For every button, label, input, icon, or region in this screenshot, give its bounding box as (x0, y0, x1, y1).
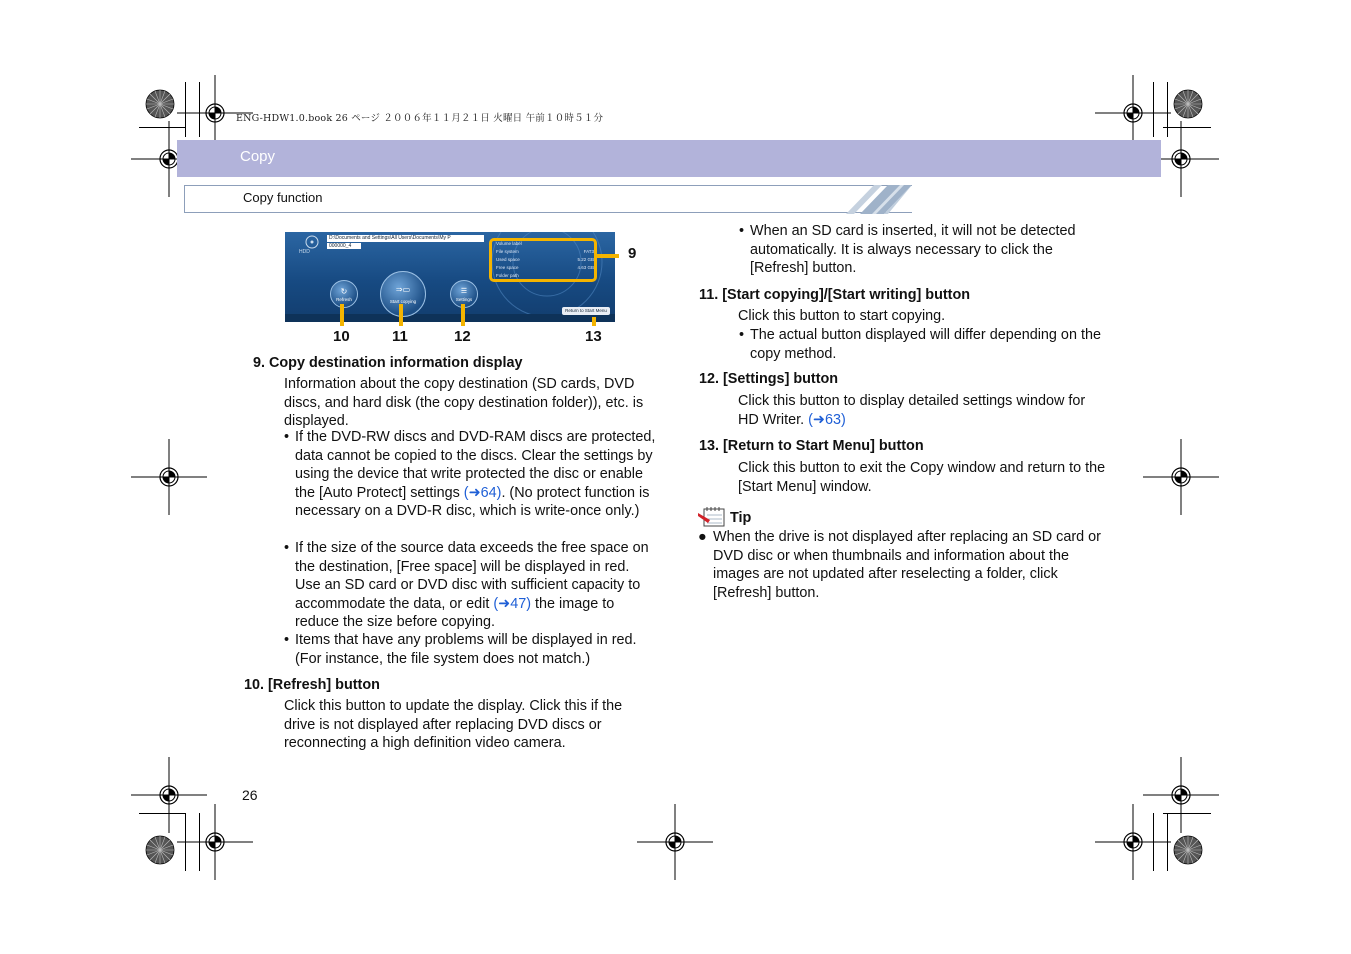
tip-notepad-icon (698, 506, 728, 528)
callout-line-9 (597, 254, 619, 258)
refresh-icon: ↻ (340, 287, 348, 296)
info-value: FAT3 (583, 249, 594, 254)
link-page-64[interactable]: (➜64) (463, 484, 502, 501)
heading-refresh: 10. [Refresh] button (244, 677, 380, 693)
paragraph-start-copying: Click this button to start copying. (738, 308, 946, 324)
subsection-title: Copy function (243, 190, 323, 205)
hdd-label: HDD (299, 249, 310, 255)
callout-line-10 (340, 304, 344, 326)
info-value: 5.22 GB (577, 257, 594, 262)
info-value: 4.63 GB (577, 265, 594, 270)
bullet-button-differs: • The actual button displayed will differ depending on the copy method. (739, 327, 1101, 362)
page-number: 26 (242, 787, 258, 803)
callout-9: 9 (628, 245, 637, 262)
heading-return-start-menu: 13. [Return to Start Menu] button (699, 438, 924, 454)
bullet-free-space: • If the size of the source data exceeds the free space on the destination, [Free space] will be displayed in red. Use an SD card or DVD disc with sufficient capacity to accommodate the data, or edit (➜47) the image to reduce the size before copying. (284, 540, 649, 630)
info-label: Folder path (496, 273, 519, 278)
bullet-protect: • If the DVD-RW discs and DVD-RAM discs are protected, data cannot be copied to the discs. Clear the settings by using the device that write protected the disc or enable the [Auto Protect] settings (➜64). (No protect function is necessary on a DVD-R disc, which is write-once only.) (284, 429, 656, 519)
hdd-icon (302, 235, 322, 249)
tip-label: Tip (730, 510, 752, 526)
callout-11: 11 (392, 328, 408, 345)
info-label: Volume label (496, 241, 522, 246)
refresh-button[interactable] (330, 280, 358, 308)
info-label: File system (496, 249, 519, 254)
paragraph-return-start-menu: Click this button to exit the Copy window and return to the [Start Menu] window. (738, 460, 1106, 495)
destination-subfolder-field[interactable]: 000000_4 (327, 243, 361, 249)
info-label: Used space (496, 257, 520, 262)
tip-bullet: ● When the drive is not displayed after replacing an SD card or DVD disc or when thumbnails and information about the images are not updated after reselecting a folder, click [Refresh] button. (698, 529, 1101, 601)
refresh-label: Refresh (336, 297, 352, 302)
heading-settings: 12. [Settings] button (699, 371, 839, 387)
bullet-sd-card: • When an SD card is inserted, it will not be detected automatically. It is always necessary to click the [Refresh] button. (739, 223, 1076, 276)
callout-13: 13 (585, 328, 602, 345)
heading-copy-destination: 9. Copy destination information display (253, 355, 523, 371)
copy-icon: ⇒▭ (395, 285, 411, 294)
callout-line-12 (461, 304, 465, 326)
link-page-47[interactable]: (➜47) (493, 595, 532, 612)
paragraph-copy-destination: Information about the copy destination (SD cards, DVD discs, and hard disk (the copy destination folder)), etc. is displayed. (284, 376, 644, 429)
settings-label: Settings (455, 297, 473, 302)
heading-start-copying: 11. [Start copying]/[Start writing] button (699, 287, 971, 303)
bullet-problems: • Items that have any problems will be displayed in red. (For instance, the file system does not match.) (284, 632, 637, 667)
decorative-stripes (832, 185, 912, 214)
print-header: ENG-HDW1.0.book 26 ページ ２００６年１１月２１日 火曜日 午前１０時５１分 (236, 113, 604, 124)
section-title: Copy (240, 148, 276, 165)
callout-12: 12 (454, 328, 471, 345)
callout-line-11 (399, 304, 403, 326)
paragraph-refresh: Click this button to update the display. Click this if the drive is not displayed after replacing DVD discs or reconnecting a high definition video camera. (284, 698, 623, 751)
section-band (177, 140, 1161, 177)
settings-icon: ☰ (460, 288, 468, 295)
callout-10: 10 (333, 328, 350, 345)
info-label: Free space (496, 265, 519, 270)
destination-path-field[interactable]: D:\Documents and Settings\All Users\Documents\My P (327, 235, 484, 242)
start-copying-button[interactable] (380, 271, 426, 317)
start-copying-label: Start copying (389, 299, 417, 304)
link-page-63[interactable]: (➜63) (808, 411, 846, 428)
callout-box-9 (489, 238, 597, 282)
paragraph-settings: Click this button to display detailed settings window for HD Writer. (➜63) (738, 393, 1086, 428)
return-to-start-menu-button[interactable]: Return to Start Menu (562, 307, 610, 315)
callout-line-13 (592, 317, 596, 326)
